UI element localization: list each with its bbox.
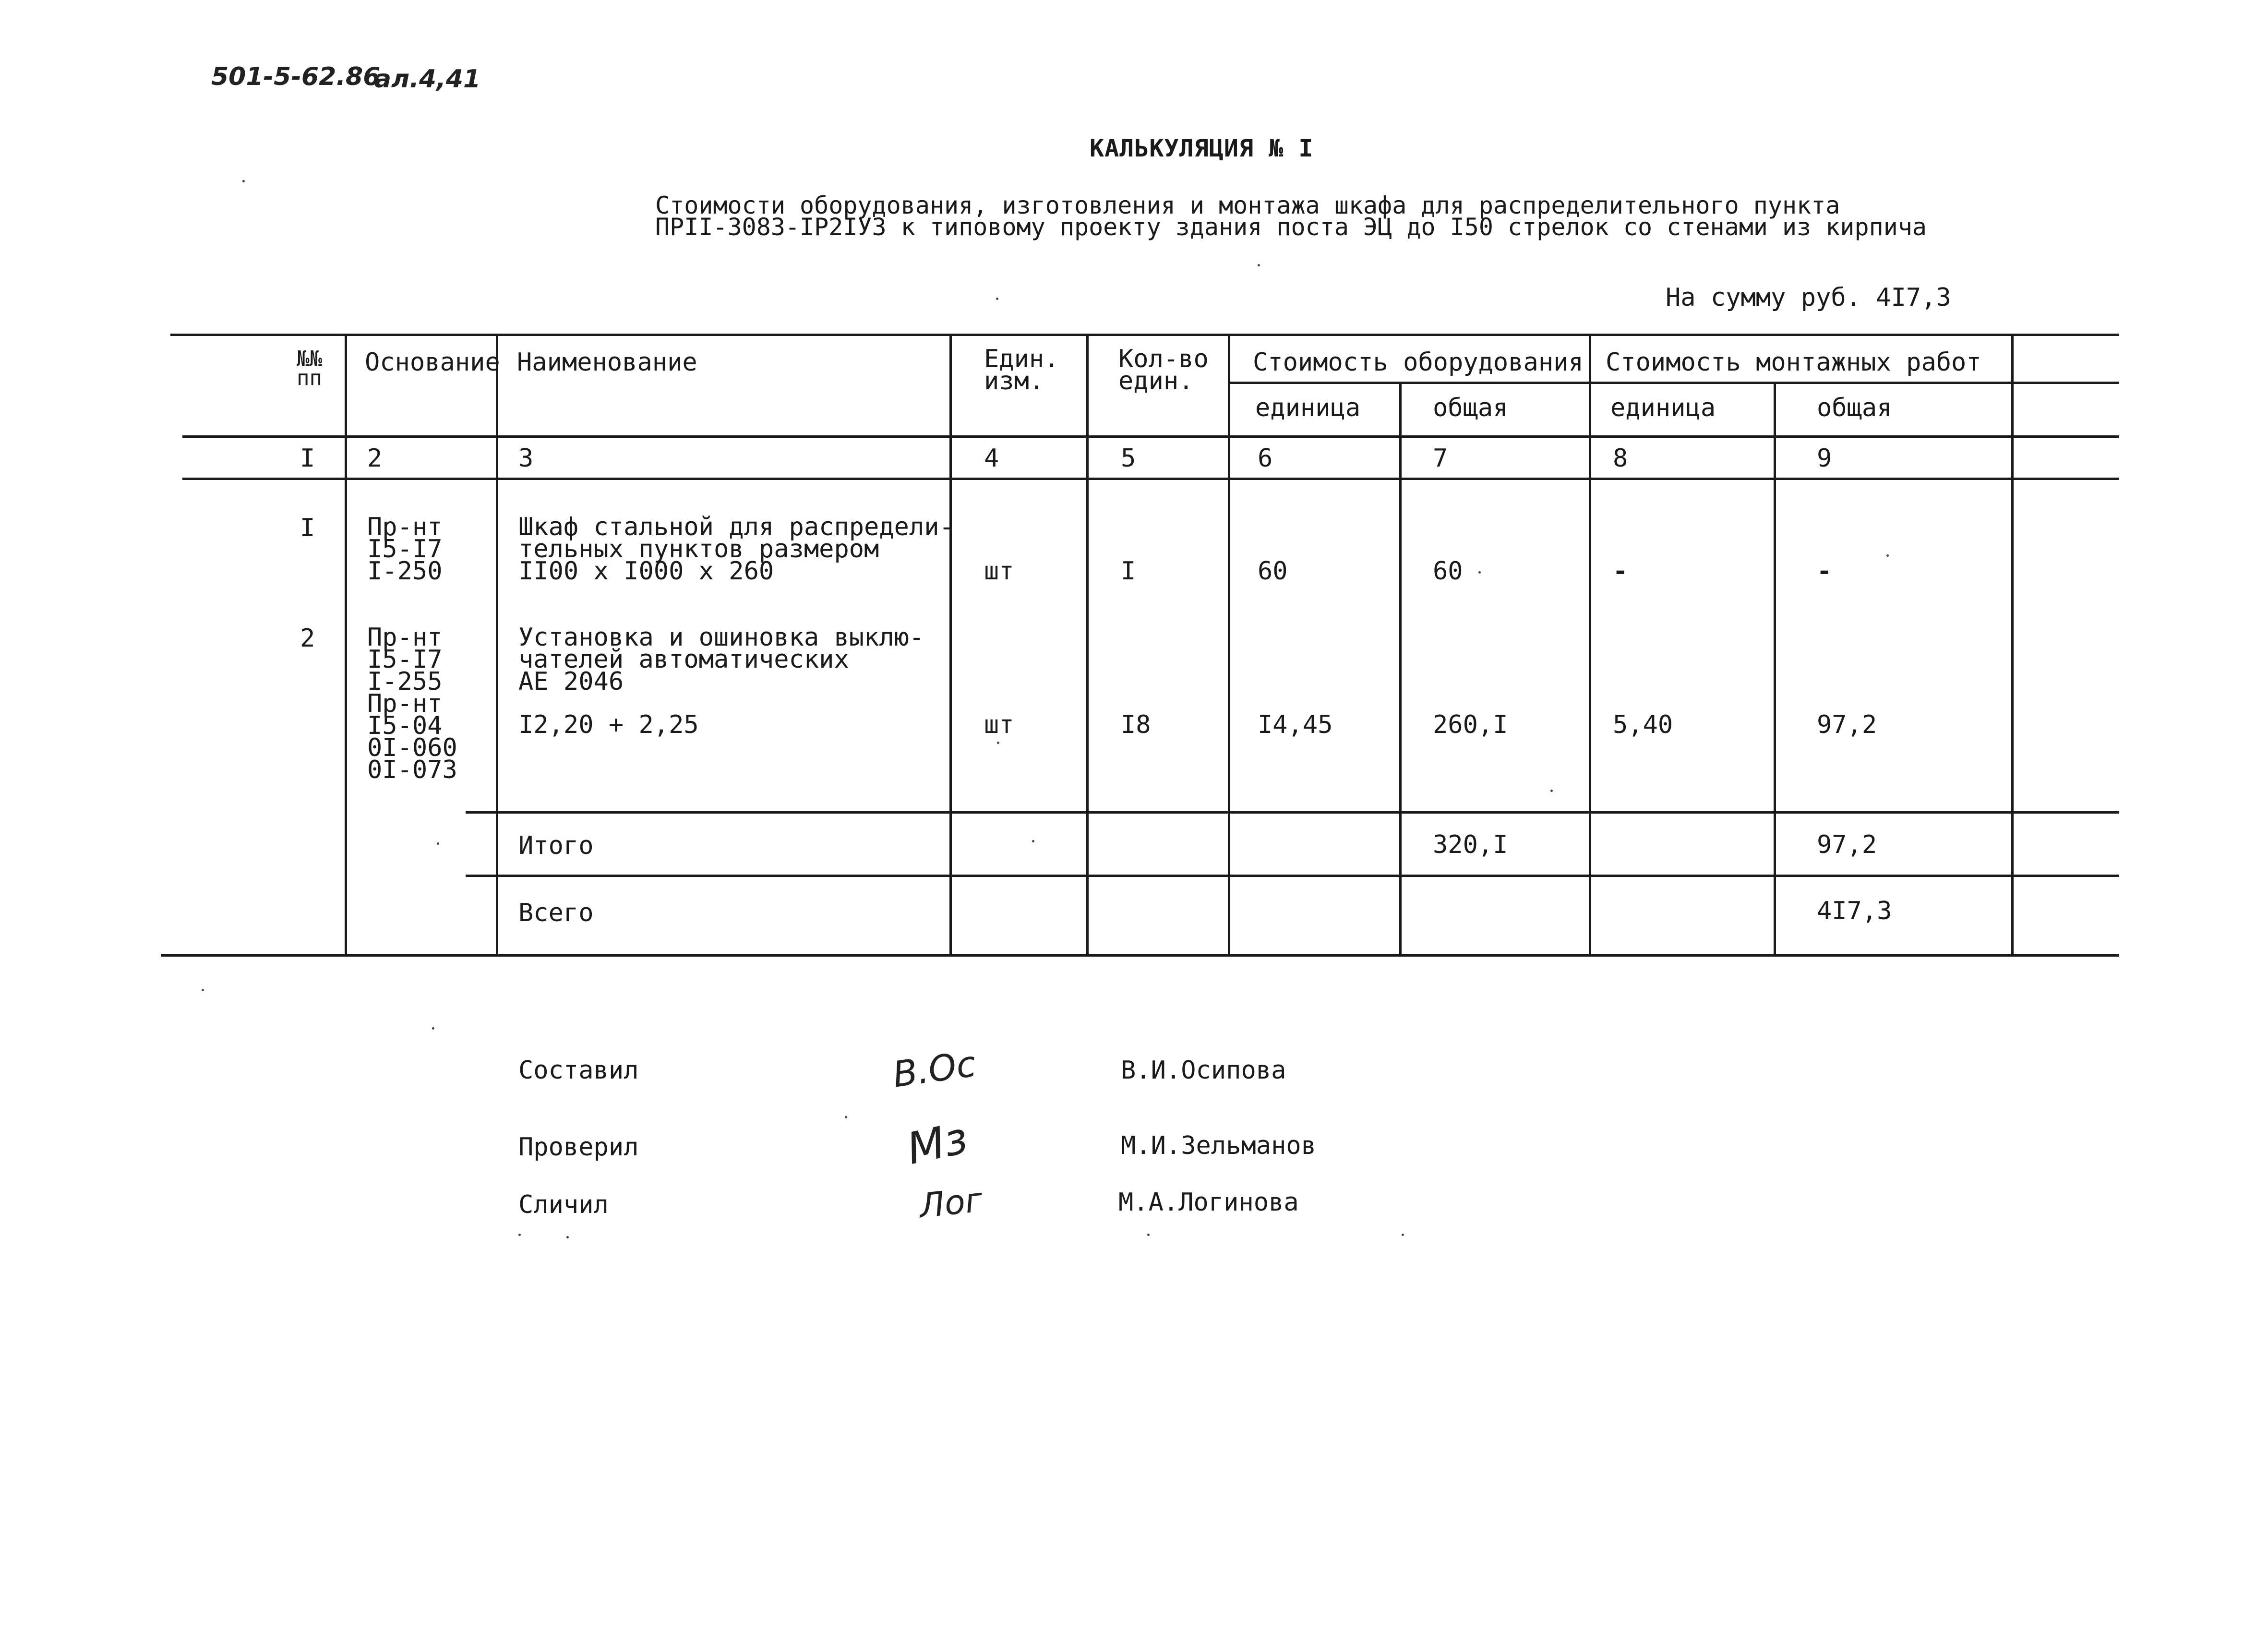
signature-name-checked: М.И.Зельманов bbox=[1121, 1131, 1316, 1160]
signature-autograph-checked: Мз bbox=[902, 1113, 972, 1175]
row-1-equip-total: 60 bbox=[1433, 557, 1463, 586]
header-name: Наименование bbox=[517, 348, 697, 377]
signature-name-compiled: В.И.Осипова bbox=[1121, 1056, 1286, 1085]
column-divider-equip-total bbox=[1399, 382, 1402, 954]
sheet-reference: ал.4,41 bbox=[374, 65, 481, 94]
col-number-6: 6 bbox=[1258, 444, 1273, 473]
column-number-row-border bbox=[182, 478, 2119, 480]
scan-speck bbox=[845, 1116, 847, 1118]
signature-autograph-compiled: В.Ос bbox=[890, 1043, 979, 1096]
column-divider-qty bbox=[1086, 334, 1089, 954]
sum-label: На сумму руб. 4I7,3 bbox=[1666, 283, 1951, 312]
items-bottom-border bbox=[466, 811, 2119, 814]
header-install-cost: Стоимость монтажных работ bbox=[1606, 348, 1981, 377]
signature-role-compiled: Составил bbox=[518, 1056, 639, 1085]
column-divider-equip bbox=[1228, 334, 1230, 954]
document-title: КАЛЬКУЛЯЦИЯ № I bbox=[1090, 134, 1314, 162]
scan-speck bbox=[1550, 790, 1553, 792]
header-num: №№ пп bbox=[297, 347, 322, 390]
col-number-7: 7 bbox=[1433, 444, 1448, 473]
document-subtitle-line2: ПРII-3083-IP2IУ3 к типовому проекту здания поста ЭЦ до I50 стрелок со стенами из кирпича bbox=[655, 213, 1927, 241]
subtotal-install-total: 97,2 bbox=[1817, 830, 1877, 859]
grand-total-label: Всего bbox=[518, 899, 594, 927]
scan-speck bbox=[242, 180, 245, 182]
column-divider-unit bbox=[949, 334, 952, 954]
header-sub-divider bbox=[1229, 382, 2119, 384]
header-install-per-unit: единица bbox=[1610, 394, 1716, 422]
row-1-basis: Пр-нт I5-I7 I-250 bbox=[367, 513, 443, 586]
column-divider-install bbox=[1589, 334, 1591, 954]
row-2-equip-unit: I4,45 bbox=[1258, 710, 1333, 739]
document-code: 501-5-62.86 bbox=[211, 62, 381, 91]
header-install-total: общая bbox=[1817, 394, 1892, 422]
scan-speck bbox=[1886, 554, 1889, 557]
header-equip-total: общая bbox=[1433, 394, 1508, 422]
row-2-unit: шт bbox=[984, 710, 1014, 739]
header-unit: Един. изм. bbox=[984, 345, 1059, 396]
row-2-basis: Пр-нт I5-I7 I-255 Пр-нт I5-04 0I-060 0I-073 bbox=[367, 623, 457, 784]
col-number-9: 9 bbox=[1817, 444, 1832, 473]
row-2-num: 2 bbox=[300, 624, 315, 653]
col-number-5: 5 bbox=[1121, 444, 1136, 473]
scan-speck bbox=[1032, 840, 1034, 842]
scan-speck bbox=[1147, 1234, 1150, 1236]
row-2-qty: I8 bbox=[1121, 710, 1151, 739]
subtotal-equip-total: 320,I bbox=[1433, 830, 1508, 859]
col-number-8: 8 bbox=[1613, 444, 1628, 473]
row-1-qty: I bbox=[1121, 557, 1136, 586]
scan-speck bbox=[997, 742, 999, 744]
scan-speck bbox=[566, 1236, 569, 1238]
header-bottom-border bbox=[182, 435, 2119, 438]
col-number-4: 4 bbox=[984, 444, 999, 473]
scan-speck bbox=[432, 1027, 434, 1030]
header-basis: Основание bbox=[365, 348, 500, 377]
signature-role-verified: Сличил bbox=[518, 1190, 609, 1219]
document-subtitle-line1: Стоимости оборудования, изготовления и монтажа шкафа для распределительного пункта bbox=[655, 192, 1840, 219]
signature-role-checked: Проверил bbox=[518, 1133, 639, 1162]
row-2-equip-total: 260,I bbox=[1433, 710, 1508, 739]
row-1-name: Шкаф стальной для распредели- тельных пунктов размером II00 x I000 x 260 bbox=[518, 513, 954, 586]
header-qty: Кол-во един. bbox=[1118, 345, 1209, 396]
row-2-formula: I2,20 + 2,25 bbox=[518, 710, 699, 739]
subtotal-label: Итого bbox=[518, 831, 594, 860]
row-2-install-unit: 5,40 bbox=[1613, 710, 1673, 739]
header-equip-per-unit: единица bbox=[1255, 394, 1361, 422]
col-number-2: 2 bbox=[367, 444, 383, 473]
row-1-install-total: - bbox=[1817, 557, 1832, 586]
column-divider-install-total bbox=[1774, 382, 1776, 954]
scan-speck bbox=[202, 989, 204, 991]
row-1-equip-unit: 60 bbox=[1258, 557, 1288, 586]
header-equip-cost: Стоимость оборудования bbox=[1253, 348, 1584, 377]
subtotal-bottom-border bbox=[466, 875, 2119, 877]
signature-autograph-verified: Лог bbox=[917, 1180, 985, 1226]
row-1-unit: шт bbox=[984, 557, 1014, 586]
row-1-num: I bbox=[300, 514, 315, 542]
table-bottom-border bbox=[161, 954, 2119, 957]
scan-speck bbox=[1402, 1234, 1404, 1236]
column-divider-basis bbox=[345, 334, 347, 954]
col-number-3: 3 bbox=[518, 444, 534, 473]
scan-speck bbox=[1258, 264, 1260, 266]
signature-name-verified: М.А.Логинова bbox=[1118, 1188, 1299, 1217]
scan-speck bbox=[437, 842, 439, 845]
row-2-install-total: 97,2 bbox=[1817, 710, 1877, 739]
grand-total-install: 4I7,3 bbox=[1817, 897, 1892, 925]
row-1-install-unit: - bbox=[1613, 557, 1628, 586]
scan-speck bbox=[1478, 571, 1481, 574]
table-top-border bbox=[170, 334, 2119, 336]
column-divider-right bbox=[2011, 334, 2014, 954]
row-2-name: Установка и ошиновка выклю- чателей автоматических АЕ 2046 bbox=[518, 623, 924, 696]
column-divider-name bbox=[496, 334, 498, 954]
col-number-1: I bbox=[300, 444, 315, 473]
scan-speck bbox=[996, 298, 998, 300]
scan-speck bbox=[518, 1234, 521, 1236]
